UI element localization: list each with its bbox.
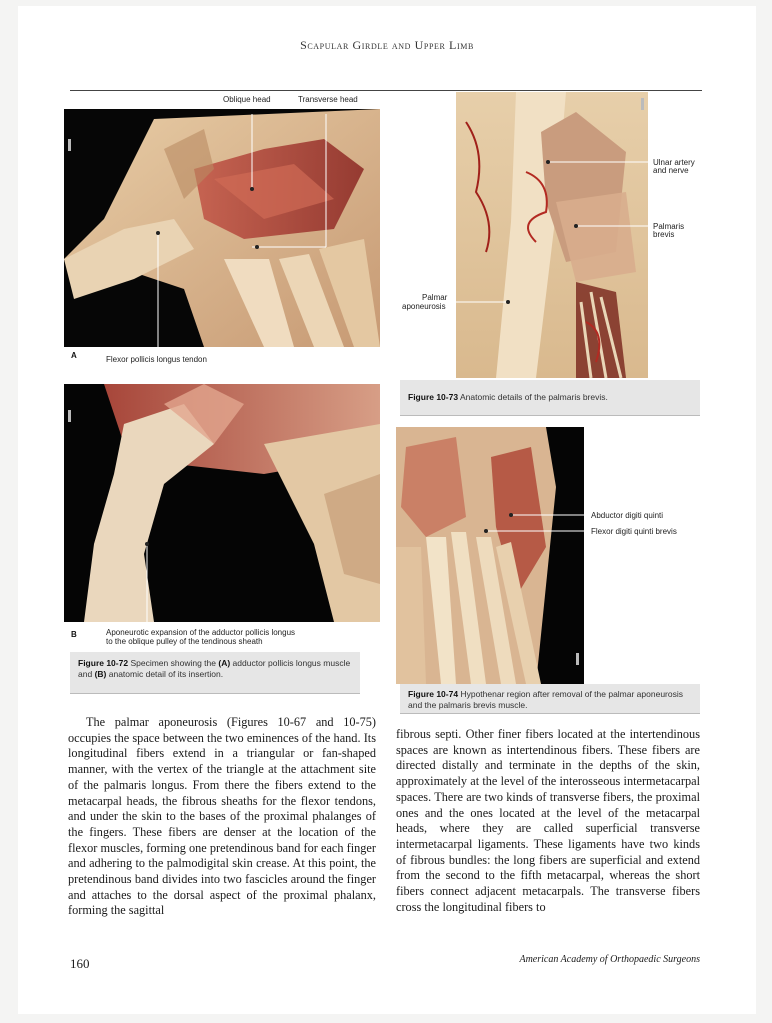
label-ulnar-artery: Ulnar artery — [653, 158, 695, 167]
caption-text-2: adductor pollicis longus muscle and — [78, 658, 351, 679]
rule-left — [70, 90, 398, 91]
caption-a-ref: (A) — [218, 658, 231, 668]
label-flexor-pollicis-longus-tendon: Flexor pollicis longus tendon — [106, 355, 207, 364]
label-palmar: Palmar — [422, 293, 448, 302]
photo-adductor-panel-a — [64, 109, 380, 347]
photo-palmaris-brevis — [456, 92, 648, 378]
label-oblique-head: Oblique head — [223, 95, 271, 104]
caption-number: Figure 10-72 — [78, 658, 129, 668]
caption-b-ref: (B) — [94, 669, 107, 679]
caption-number: Figure 10-73 — [408, 392, 459, 402]
page — [18, 6, 756, 1014]
label-abductor-digiti-quinti: Abductor digiti quinti — [591, 511, 664, 520]
label-transverse-head: Transverse head — [298, 95, 358, 104]
caption-text-3: anatomic detail of its insertion. — [108, 669, 224, 679]
footer-organization: American Academy of Orthopaedic Surgeons — [519, 954, 700, 965]
rule-right — [396, 90, 702, 91]
label-aponeurotic-expansion-line2: to the oblique pulley of the tendinous sheath — [106, 637, 263, 646]
label-flexor-digiti-quinti-brevis: Flexor digiti quinti brevis — [591, 527, 677, 536]
running-header: Scapular Girdle and Upper Limb — [300, 38, 474, 52]
caption-figure-10-73 — [400, 380, 700, 416]
label-aponeurosis: aponeurosis — [402, 302, 446, 311]
dissection-image-b — [64, 384, 380, 622]
caption-figure-10-74 — [400, 684, 700, 714]
panel-letter-a: A — [71, 351, 77, 360]
label-aponeurotic-expansion-line1: Aponeurotic expansion of the adductor pollicis longus — [106, 628, 296, 637]
photo-adductor-panel-b — [64, 384, 380, 622]
caption-text: Anatomic details of the palmaris brevis. — [459, 392, 608, 402]
label-brevis: brevis — [653, 230, 675, 239]
dissection-image-10-74 — [396, 427, 584, 684]
dissection-image-10-73 — [456, 92, 648, 378]
caption-text-1: Specimen showing the — [130, 658, 216, 668]
caption-figure-10-72 — [70, 652, 360, 694]
caption-number: Figure 10-74 — [408, 689, 459, 699]
body-left-column: The palmar aponeurosis (Figures 10-67 and 10-75) occupies the space between the two eminences of the hand. Its longitudinal fibers extend in a triangular or fan-shaped manner, with the vertex of the triangle at the attachment site of the palmaris longus. From there the fibers extend to the metacarpal heads, the fibrous sheaths for the flexor tendons, and under the skin to the bases of the proximal phalanges of the fingers. These fibers are denser at the location of the flexor muscles, forming one pretendinous band for each finger and adhering to the palmodigital skin crease. At this point, the pretendinous band divides into two fascicles around the finger and attaches to the dorsal aspect of the proximal phalanx, forming the sagittal — [68, 715, 376, 918]
body-right-column: fibrous septi. Other finer fibers located at the intertendinous spaces are known as intertendinous fibers. These fibers are directed distally and terminate in the depths of the skin, approximately at the level of the interosseous intermetacarpal spaces. There are two kinds of transverse fibers, the proximal ones and the ones located at the level of the metacarpal heads, where they are called superficial transverse intermetacarpal ligaments. These ligaments have two kinds of fibrous bundles: the long fibers are superficial and extend from the second to the fifth metacarpal, whereas the short fibers connect adjacent metacarpals. The transverse fibers cross the longitudinal fibers to — [396, 727, 700, 914]
label-and-nerve: and nerve — [653, 166, 689, 175]
dissection-image-a — [64, 109, 380, 347]
photo-hypothenar-region — [396, 427, 584, 684]
caption-text: Hypothenar region after removal of the palmar aponeurosis and the palmaris brevis muscle. — [408, 689, 683, 710]
label-palmaris: Palmaris — [653, 222, 685, 231]
panel-letter-b: B — [71, 630, 77, 639]
page-number: 160 — [70, 956, 90, 971]
